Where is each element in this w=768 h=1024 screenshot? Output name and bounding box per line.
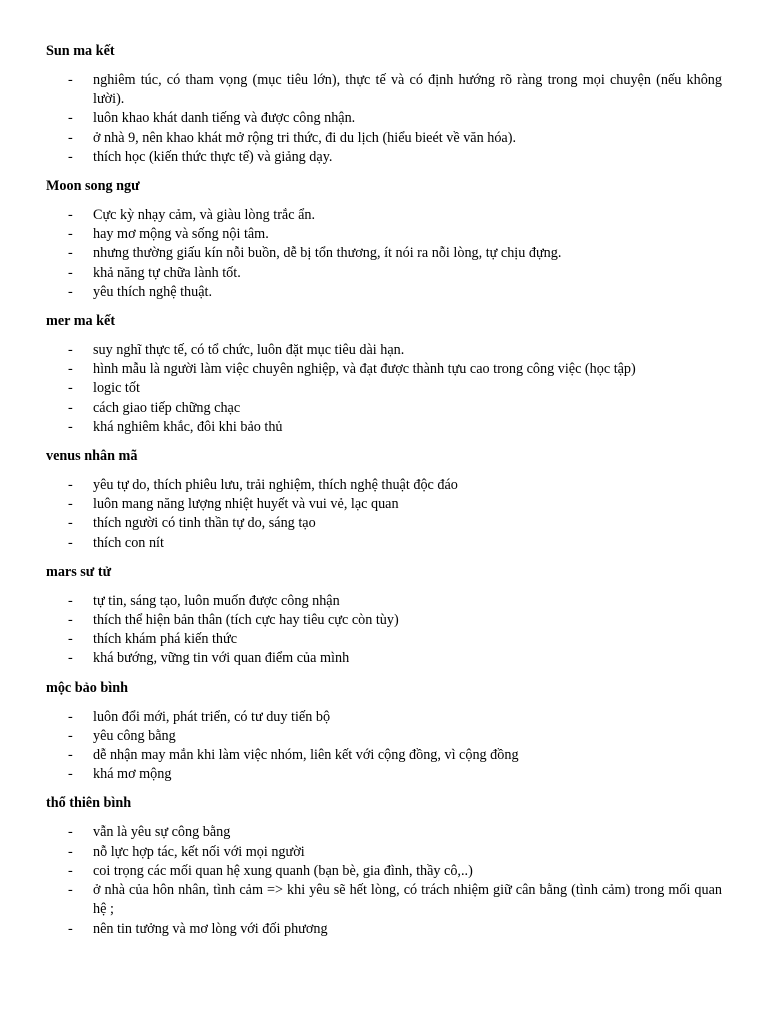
list-item [46, 881, 722, 919]
list-item-text: vẫn là yêu sự công bằng [93, 824, 231, 841]
list-item-text: thích thể hiện bản thân (tích cực hay tiêu cực còn tùy) [93, 612, 399, 629]
bullet-list [46, 71, 722, 167]
list-item [46, 341, 722, 360]
dash-bullet-icon: - [68, 418, 73, 435]
dash-bullet-icon: - [68, 766, 73, 783]
list-item-text: ở nhà của hôn nhân, tình cảm => khi yêu sẽ hết lòng, có trách nhiệm giữ cân bằng (tình cảm) trong mối quan hệ ; [93, 882, 722, 918]
list-item [46, 71, 722, 109]
list-item [46, 920, 722, 939]
list-item [46, 746, 722, 765]
list-item-text: thích khám phá kiến thức [93, 631, 238, 648]
section-heading: mars sư tử [46, 563, 112, 580]
list-item-text: khá mơ mộng [93, 766, 172, 783]
dash-bullet-icon: - [68, 129, 73, 146]
list-item-text: tự tin, sáng tạo, luôn muốn được công nhận [93, 592, 340, 609]
dash-bullet-icon: - [68, 592, 73, 609]
list-item-text: yêu tự do, thích phiêu lưu, trải nghiệm, thích nghệ thuật độc đáo [93, 477, 458, 494]
dash-bullet-icon: - [68, 650, 73, 667]
list-item [46, 225, 722, 244]
list-item [46, 206, 722, 225]
list-item-text: dễ nhận may mắn khi làm việc nhóm, liên kết với cộng đồng, vì cộng đồng [93, 747, 519, 764]
list-item-text: Cực kỳ nhạy cảm, và giàu lòng trắc ẩn. [93, 207, 316, 224]
dash-bullet-icon: - [68, 342, 73, 359]
list-item [46, 630, 722, 649]
list-item-text: luôn đổi mới, phát triển, có tư duy tiến bộ [93, 708, 331, 725]
dash-bullet-icon: - [68, 148, 73, 165]
dash-bullet-icon: - [68, 245, 73, 262]
section-heading: mộc bảo bình [46, 679, 128, 696]
bullet-list [46, 823, 722, 938]
list-item-text: yêu thích nghệ thuật. [93, 283, 212, 300]
list-item [46, 611, 722, 630]
list-item-text: luôn khao khát danh tiếng và được công nhận. [93, 110, 356, 127]
list-item-text: coi trọng các mối quan hệ xung quanh (bạn bè, gia đình, thầy cô,..) [93, 862, 473, 879]
bullet-list [46, 708, 722, 785]
note-section [46, 42, 722, 167]
section-heading: Sun ma kết [46, 43, 115, 59]
list-item [46, 727, 722, 746]
list-item-text: khả năng tự chữa lành tốt. [93, 264, 241, 281]
note-section [46, 563, 722, 669]
note-section [46, 177, 722, 302]
list-item-text: khá nghiêm khắc, đôi khi bảo thủ [93, 418, 283, 435]
list-item-text: nên tin tưởng và mơ lòng với đối phương [93, 920, 328, 937]
list-item-text: suy nghĩ thực tế, có tổ chức, luôn đặt mục tiêu dài hạn. [93, 342, 405, 359]
dash-bullet-icon: - [68, 727, 73, 744]
list-item [46, 264, 722, 283]
list-item [46, 495, 722, 514]
bullet-list [46, 341, 722, 437]
list-item [46, 129, 722, 148]
list-item-text: nghiêm túc, có tham vọng (mục tiêu lớn), thực tế và có định hướng rõ ràng trong mọi chuyện (nếu không lười). [93, 72, 722, 108]
list-item [46, 399, 722, 418]
list-item-text: thích con nít [93, 534, 164, 551]
section-heading: thổ thiên bình [46, 795, 132, 812]
section-heading: mer ma kết [46, 313, 116, 330]
dash-bullet-icon: - [68, 515, 73, 532]
list-item [46, 823, 722, 842]
dash-bullet-icon: - [68, 380, 73, 397]
dash-bullet-icon: - [68, 612, 73, 629]
list-item-text: nhưng thường giấu kín nỗi buồn, dễ bị tổn thương, ít nói ra nỗi lòng, tự chịu đựng. [93, 245, 562, 262]
dash-bullet-icon: - [68, 110, 73, 127]
list-item-text: logic tốt [93, 380, 140, 397]
list-item [46, 379, 722, 398]
list-item [46, 708, 722, 727]
list-item [46, 649, 722, 668]
list-item-text: thích học (kiến thức thực tế) và giảng dạy. [93, 148, 333, 165]
list-item [46, 109, 722, 128]
dash-bullet-icon: - [68, 843, 73, 860]
list-item [46, 592, 722, 611]
dash-bullet-icon: - [68, 477, 73, 494]
list-item [46, 514, 722, 533]
list-item [46, 244, 722, 263]
list-item-text: thích người có tinh thần tự do, sáng tạo [93, 515, 316, 532]
dash-bullet-icon: - [68, 631, 73, 648]
list-item [46, 765, 722, 784]
list-item [46, 843, 722, 862]
dash-bullet-icon: - [68, 361, 73, 378]
bullet-list [46, 206, 722, 302]
list-item-text: khá bướng, vững tin với quan điểm của mình [93, 650, 350, 667]
bullet-list [46, 476, 722, 553]
dash-bullet-icon: - [68, 226, 73, 243]
list-item-text: hình mẫu là người làm việc chuyên nghiệp, và đạt được thành tựu cao trong công việc (học tập) [93, 361, 636, 378]
bullet-list [46, 592, 722, 669]
list-item [46, 862, 722, 881]
dash-bullet-icon: - [68, 708, 73, 725]
dash-bullet-icon: - [68, 824, 73, 841]
dash-bullet-icon: - [68, 399, 73, 416]
list-item-text: hay mơ mộng và sống nội tâm. [93, 226, 269, 243]
list-item-text: yêu công bằng [93, 727, 176, 744]
section-heading: Moon song ngư [46, 178, 140, 195]
dash-bullet-icon: - [68, 920, 73, 937]
dash-bullet-icon: - [68, 207, 73, 224]
list-item [46, 360, 722, 379]
note-section [46, 312, 722, 437]
note-section [46, 794, 722, 938]
note-section [46, 679, 722, 785]
document-body [46, 42, 722, 949]
section-heading: venus nhân mã [46, 448, 138, 465]
list-item-text: nỗ lực hợp tác, kết nối với mọi người [93, 843, 305, 860]
dash-bullet-icon: - [68, 747, 73, 764]
note-section [46, 447, 722, 553]
list-item [46, 148, 722, 167]
dash-bullet-icon: - [68, 264, 73, 281]
dash-bullet-icon: - [68, 882, 73, 899]
list-item-text: ở nhà 9, nên khao khát mở rộng tri thức, đi du lịch (hiểu bieét về văn hóa). [93, 129, 516, 146]
list-item [46, 418, 722, 437]
dash-bullet-icon: - [68, 534, 73, 551]
list-item [46, 283, 722, 302]
list-item [46, 476, 722, 495]
list-item [46, 534, 722, 553]
dash-bullet-icon: - [68, 283, 73, 300]
dash-bullet-icon: - [68, 72, 73, 88]
list-item-text: cách giao tiếp chững chạc [93, 399, 241, 416]
dash-bullet-icon: - [68, 862, 73, 879]
dash-bullet-icon: - [68, 496, 73, 513]
list-item-text: luôn mang năng lượng nhiệt huyết và vui vẻ, lạc quan [93, 496, 399, 513]
